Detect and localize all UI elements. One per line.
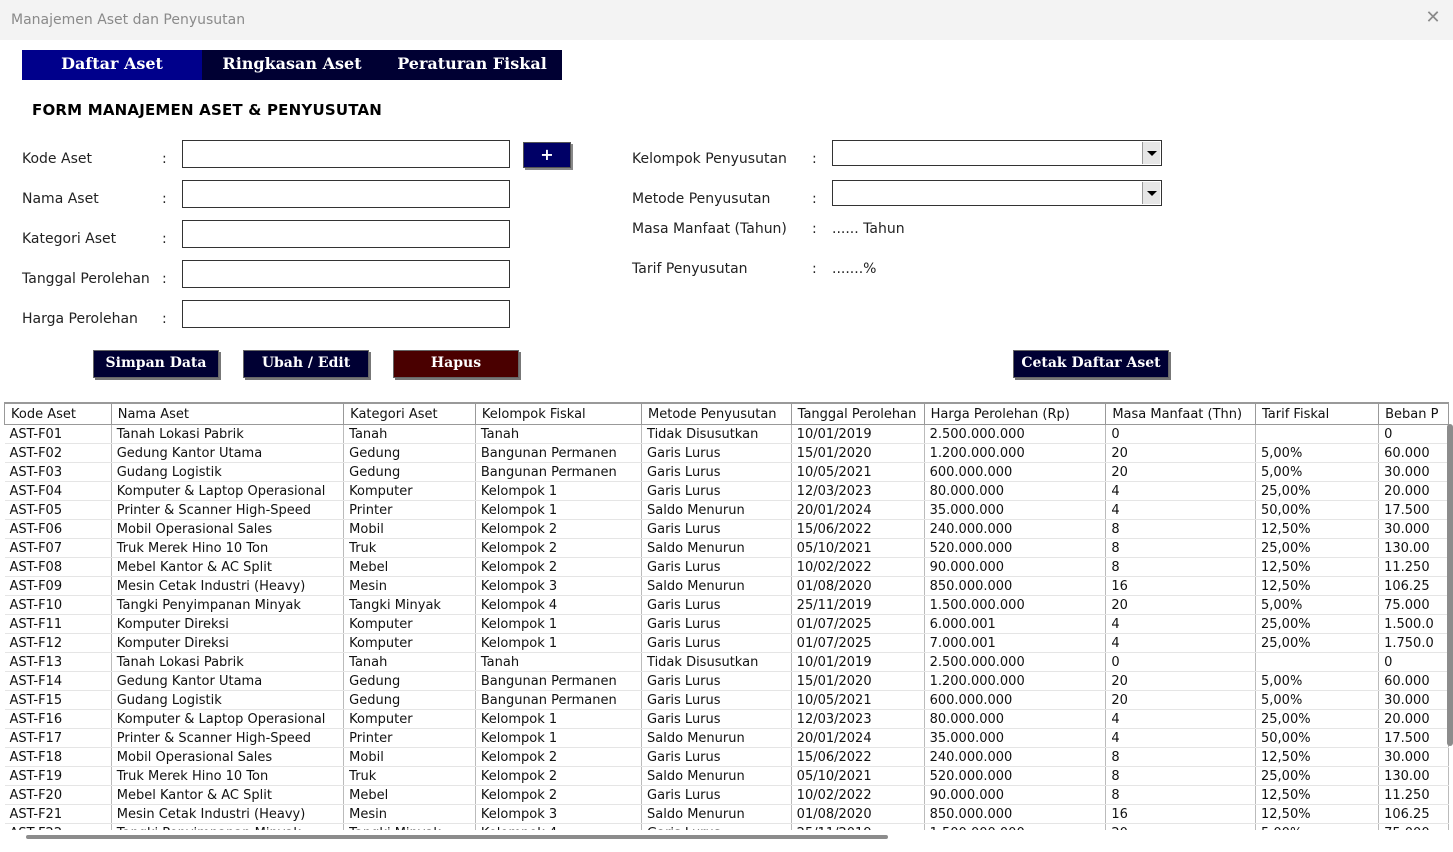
- ubah-edit-button[interactable]: Ubah / Edit: [243, 350, 369, 378]
- table-cell: Kelompok 1: [475, 634, 641, 653]
- table-row[interactable]: [5, 672, 1449, 691]
- table-cell: 1.200.000.000: [924, 444, 1106, 463]
- table-cell: 20: [1106, 596, 1256, 615]
- table-cell: 10/01/2019: [791, 425, 924, 444]
- hapus-button[interactable]: Hapus: [393, 350, 519, 378]
- kategori-aset-input[interactable]: [182, 220, 510, 248]
- colon: :: [812, 221, 817, 237]
- masa-manfaat-label: Masa Manfaat (Tahun): [632, 221, 787, 237]
- table-cell: 20.000: [1379, 482, 1449, 501]
- table-cell: AST-F16: [5, 710, 112, 729]
- table-cell: 12,50%: [1256, 558, 1379, 577]
- table-cell: 5,00%: [1256, 691, 1379, 710]
- table-cell: 12,50%: [1256, 577, 1379, 596]
- table-cell: Garis Lurus: [642, 748, 792, 767]
- table-body: [5, 425, 1449, 843]
- table-cell: 106.25: [1379, 805, 1449, 824]
- table-cell: AST-F21: [5, 805, 112, 824]
- table-cell: AST-F08: [5, 558, 112, 577]
- table-cell: 12/03/2023: [791, 482, 924, 501]
- table-cell: Bangunan Permanen: [475, 672, 641, 691]
- table-cell: Gudang Logistik: [111, 463, 343, 482]
- table-cell: Kelompok 1: [475, 710, 641, 729]
- table-cell: Garis Lurus: [642, 615, 792, 634]
- table-cell: Kelompok 1: [475, 482, 641, 501]
- column-header[interactable]: Nama Aset: [111, 404, 343, 425]
- harga-perolehan-input[interactable]: [182, 300, 510, 328]
- table-row[interactable]: [5, 577, 1449, 596]
- table-cell: Saldo Menurun: [642, 729, 792, 748]
- table-cell: Tanah Lokasi Pabrik: [111, 653, 343, 672]
- table-cell: Saldo Menurun: [642, 577, 792, 596]
- table-cell: 20: [1106, 463, 1256, 482]
- table-cell: Truk Merek Hino 10 Ton: [111, 767, 343, 786]
- table-cell: Mobil: [344, 748, 476, 767]
- kategori-aset-label: Kategori Aset: [22, 231, 117, 247]
- asset-table-grid: [4, 403, 1449, 843]
- table-cell: 15/06/2022: [791, 520, 924, 539]
- metode-penyusutan-select[interactable]: [832, 180, 1162, 206]
- tab-daftar-aset[interactable]: Daftar Aset: [22, 50, 202, 80]
- table-cell: Kelompok 3: [475, 577, 641, 596]
- table-cell: Garis Lurus: [642, 786, 792, 805]
- tanggal-perolehan-input[interactable]: [182, 260, 510, 288]
- table-cell: 8: [1106, 786, 1256, 805]
- table-cell: 01/08/2020: [791, 577, 924, 596]
- table-cell: Garis Lurus: [642, 520, 792, 539]
- table-cell: Gedung Kantor Utama: [111, 672, 343, 691]
- table-cell: 0: [1106, 425, 1256, 444]
- table-cell: AST-F06: [5, 520, 112, 539]
- table-cell: 5,00%: [1256, 596, 1379, 615]
- table-cell: 10/02/2022: [791, 558, 924, 577]
- table-cell: 12,50%: [1256, 520, 1379, 539]
- table-cell: 05/10/2021: [791, 539, 924, 558]
- kelompok-penyusutan-label: Kelompok Penyusutan: [632, 151, 787, 167]
- table-cell: Kelompok 2: [475, 558, 641, 577]
- colon: :: [162, 191, 167, 207]
- table-cell: [1256, 425, 1379, 444]
- table-cell: Garis Lurus: [642, 672, 792, 691]
- close-icon[interactable]: ✕: [1425, 7, 1441, 28]
- table-cell: AST-F15: [5, 691, 112, 710]
- table-row[interactable]: [5, 653, 1449, 672]
- table-row[interactable]: [5, 805, 1449, 824]
- table-cell: 20.000: [1379, 710, 1449, 729]
- column-header[interactable]: Kategori Aset: [344, 404, 476, 425]
- table-cell: 25,00%: [1256, 615, 1379, 634]
- chevron-down-icon[interactable]: [1142, 142, 1160, 164]
- table-cell: 520.000.000: [924, 539, 1106, 558]
- table-cell: Kelompok 3: [475, 805, 641, 824]
- table-cell: Bangunan Permanen: [475, 463, 641, 482]
- harga-perolehan-label: Harga Perolehan: [22, 311, 138, 327]
- table-cell: 8: [1106, 558, 1256, 577]
- tanggal-perolehan-label: Tanggal Perolehan: [22, 271, 150, 287]
- column-header[interactable]: Kelompok Fiskal: [475, 404, 641, 425]
- table-row[interactable]: [5, 767, 1449, 786]
- table-cell: Gedung: [344, 691, 476, 710]
- table-cell: 17.500: [1379, 729, 1449, 748]
- table-cell: 1.750.0: [1379, 634, 1449, 653]
- title-bar: [0, 0, 1453, 40]
- tarif-penyusutan-label: Tarif Penyusutan: [632, 261, 748, 277]
- table-cell: Gedung Kantor Utama: [111, 444, 343, 463]
- table-cell: 6.000.001: [924, 615, 1106, 634]
- table-cell: Komputer Direksi: [111, 615, 343, 634]
- table-cell: 4: [1106, 710, 1256, 729]
- table-cell: 4: [1106, 615, 1256, 634]
- table-cell: 25/11/2019: [791, 596, 924, 615]
- table-cell: Gedung: [344, 672, 476, 691]
- table-cell: 4: [1106, 634, 1256, 653]
- table-cell: Garis Lurus: [642, 482, 792, 501]
- table-cell: 0: [1379, 425, 1449, 444]
- table-cell: Printer & Scanner High-Speed: [111, 501, 343, 520]
- table-cell: 8: [1106, 520, 1256, 539]
- table-cell: 106.25: [1379, 577, 1449, 596]
- table-cell: Bangunan Permanen: [475, 691, 641, 710]
- kode-aset-label: Kode Aset: [22, 151, 92, 167]
- table-cell: Truk: [344, 539, 476, 558]
- colon: :: [812, 151, 817, 167]
- table-row[interactable]: [5, 634, 1449, 653]
- table-cell: 80.000.000: [924, 482, 1106, 501]
- table-cell: 50,00%: [1256, 729, 1379, 748]
- table-cell: 10/01/2019: [791, 653, 924, 672]
- colon: :: [162, 151, 167, 167]
- column-header[interactable]: Metode Penyusutan: [642, 404, 792, 425]
- table-cell: 50,00%: [1256, 501, 1379, 520]
- table-cell: 01/08/2020: [791, 805, 924, 824]
- tarif-penyusutan-value: .......%: [832, 261, 877, 277]
- vertical-scrollbar[interactable]: [1447, 424, 1453, 746]
- table-cell: Kelompok 4: [475, 596, 641, 615]
- table-cell: AST-F05: [5, 501, 112, 520]
- nama-aset-input[interactable]: [182, 180, 510, 208]
- table-cell: 90.000.000: [924, 558, 1106, 577]
- column-header[interactable]: Kode Aset: [5, 404, 112, 425]
- table-cell: 01/07/2025: [791, 615, 924, 634]
- table-cell: Mesin Cetak Industri (Heavy): [111, 577, 343, 596]
- table-cell: AST-F17: [5, 729, 112, 748]
- table-cell: Mebel: [344, 786, 476, 805]
- table-cell: Saldo Menurun: [642, 767, 792, 786]
- table-cell: AST-F10: [5, 596, 112, 615]
- masa-manfaat-value: ...... Tahun: [832, 221, 905, 237]
- table-cell: Tidak Disusutkan: [642, 425, 792, 444]
- table-cell: Gudang Logistik: [111, 691, 343, 710]
- table-cell: Tangki Minyak: [344, 596, 476, 615]
- table-header-row: [5, 404, 1449, 425]
- table-cell: 850.000.000: [924, 577, 1106, 596]
- table-cell: 11.250: [1379, 558, 1449, 577]
- table-cell: 60.000: [1379, 672, 1449, 691]
- table-cell: 0: [1379, 653, 1449, 672]
- table-cell: Tanah: [344, 425, 476, 444]
- table-cell: Garis Lurus: [642, 596, 792, 615]
- colon: :: [812, 191, 817, 207]
- table-cell: 4: [1106, 482, 1256, 501]
- table-cell: 20: [1106, 444, 1256, 463]
- table-cell: AST-F14: [5, 672, 112, 691]
- table-cell: 12,50%: [1256, 805, 1379, 824]
- table-cell: Mesin: [344, 805, 476, 824]
- column-header[interactable]: Tarif Fiskal: [1256, 404, 1379, 425]
- table-cell: 240.000.000: [924, 520, 1106, 539]
- table-cell: 25,00%: [1256, 710, 1379, 729]
- table-cell: Komputer: [344, 615, 476, 634]
- table-cell: Tanah: [475, 653, 641, 672]
- table-cell: Truk: [344, 767, 476, 786]
- table-cell: 0: [1106, 653, 1256, 672]
- table-cell: 16: [1106, 805, 1256, 824]
- asset-table[interactable]: [4, 402, 1449, 843]
- table-cell: 15/01/2020: [791, 444, 924, 463]
- table-cell: 75.000: [1379, 596, 1449, 615]
- table-row[interactable]: [5, 501, 1449, 520]
- table-cell: AST-F02: [5, 444, 112, 463]
- table-cell: [1256, 653, 1379, 672]
- table-cell: 8: [1106, 748, 1256, 767]
- table-cell: 15/01/2020: [791, 672, 924, 691]
- cetak-daftar-aset-button[interactable]: Cetak Daftar Aset: [1013, 350, 1169, 378]
- table-cell: Tanah Lokasi Pabrik: [111, 425, 343, 444]
- table-cell: AST-F04: [5, 482, 112, 501]
- table-cell: 20/01/2024: [791, 501, 924, 520]
- simpan-data-button[interactable]: Simpan Data: [93, 350, 219, 378]
- table-cell: 30.000: [1379, 748, 1449, 767]
- table-cell: AST-F11: [5, 615, 112, 634]
- table-cell: Garis Lurus: [642, 558, 792, 577]
- table-cell: 10/05/2021: [791, 463, 924, 482]
- table-cell: 01/07/2025: [791, 634, 924, 653]
- metode-penyusutan-label: Metode Penyusutan: [632, 191, 771, 207]
- table-cell: Kelompok 2: [475, 786, 641, 805]
- table-cell: Printer & Scanner High-Speed: [111, 729, 343, 748]
- table-cell: Mebel Kantor & AC Split: [111, 558, 343, 577]
- table-cell: AST-F18: [5, 748, 112, 767]
- colon: :: [812, 261, 817, 277]
- column-header[interactable]: Tanggal Perolehan: [791, 404, 924, 425]
- table-cell: 600.000.000: [924, 691, 1106, 710]
- table-cell: 12/03/2023: [791, 710, 924, 729]
- table-cell: 8: [1106, 767, 1256, 786]
- table-cell: 10/02/2022: [791, 786, 924, 805]
- table-cell: 25,00%: [1256, 767, 1379, 786]
- table-cell: Komputer & Laptop Operasional: [111, 710, 343, 729]
- tab-peraturan-fiskal[interactable]: Peraturan Fiskal: [382, 50, 562, 80]
- table-cell: 1.200.000.000: [924, 672, 1106, 691]
- table-row[interactable]: [5, 463, 1449, 482]
- table-cell: Komputer: [344, 710, 476, 729]
- table-cell: Gedung: [344, 444, 476, 463]
- table-row[interactable]: [5, 558, 1449, 577]
- table-cell: AST-F13: [5, 653, 112, 672]
- table-cell: 15/06/2022: [791, 748, 924, 767]
- column-header[interactable]: Beban P: [1379, 404, 1449, 425]
- table-cell: Komputer & Laptop Operasional: [111, 482, 343, 501]
- table-cell: Tanah: [344, 653, 476, 672]
- table-cell: 5,00%: [1256, 672, 1379, 691]
- table-row[interactable]: [5, 710, 1449, 729]
- table-cell: 80.000.000: [924, 710, 1106, 729]
- table-cell: 05/10/2021: [791, 767, 924, 786]
- column-header[interactable]: Masa Manfaat (Thn): [1106, 404, 1256, 425]
- add-kode-button[interactable]: +: [523, 142, 571, 168]
- table-cell: Saldo Menurun: [642, 501, 792, 520]
- table-cell: 8: [1106, 539, 1256, 558]
- table-cell: 10/05/2021: [791, 691, 924, 710]
- table-cell: 90.000.000: [924, 786, 1106, 805]
- table-cell: 1.500.000.000: [924, 596, 1106, 615]
- table-cell: 25,00%: [1256, 539, 1379, 558]
- table-cell: 600.000.000: [924, 463, 1106, 482]
- table-row[interactable]: [5, 596, 1449, 615]
- table-cell: Mobil Operasional Sales: [111, 520, 343, 539]
- table-row[interactable]: [5, 444, 1449, 463]
- window-title: Manajemen Aset dan Penyusutan: [11, 12, 246, 28]
- table-cell: Kelompok 1: [475, 501, 641, 520]
- table-cell: Mobil: [344, 520, 476, 539]
- table-cell: 130.00: [1379, 767, 1449, 786]
- table-row[interactable]: [5, 425, 1449, 444]
- table-cell: AST-F09: [5, 577, 112, 596]
- table-cell: 130.00: [1379, 539, 1449, 558]
- table-cell: 20: [1106, 691, 1256, 710]
- table-row[interactable]: [5, 729, 1449, 748]
- table-cell: Garis Lurus: [642, 634, 792, 653]
- table-cell: 20/01/2024: [791, 729, 924, 748]
- table-cell: 1.500.0: [1379, 615, 1449, 634]
- table-cell: Mobil Operasional Sales: [111, 748, 343, 767]
- table-cell: 5,00%: [1256, 463, 1379, 482]
- chevron-down-icon[interactable]: [1142, 182, 1160, 204]
- table-cell: Tidak Disusutkan: [642, 653, 792, 672]
- table-row[interactable]: [5, 520, 1449, 539]
- kelompok-penyusutan-select[interactable]: [832, 140, 1162, 166]
- table-cell: 30.000: [1379, 520, 1449, 539]
- table-cell: 25,00%: [1256, 634, 1379, 653]
- table-cell: AST-F07: [5, 539, 112, 558]
- table-cell: AST-F03: [5, 463, 112, 482]
- table-cell: AST-F12: [5, 634, 112, 653]
- table-cell: 240.000.000: [924, 748, 1106, 767]
- table-cell: Kelompok 2: [475, 767, 641, 786]
- table-cell: Mebel Kantor & AC Split: [111, 786, 343, 805]
- table-cell: Komputer: [344, 482, 476, 501]
- table-cell: Garis Lurus: [642, 463, 792, 482]
- table-cell: 4: [1106, 501, 1256, 520]
- form-title: FORM MANAJEMEN ASET & PENYUSUTAN: [32, 101, 383, 119]
- table-cell: Mesin: [344, 577, 476, 596]
- table-cell: Gedung: [344, 463, 476, 482]
- table-cell: Kelompok 1: [475, 729, 641, 748]
- table-cell: Truk Merek Hino 10 Ton: [111, 539, 343, 558]
- table-row[interactable]: [5, 748, 1449, 767]
- table-cell: 20: [1106, 672, 1256, 691]
- table-cell: Mebel: [344, 558, 476, 577]
- table-cell: 60.000: [1379, 444, 1449, 463]
- tab-ringkasan-aset[interactable]: Ringkasan Aset: [202, 50, 382, 80]
- table-cell: Kelompok 2: [475, 539, 641, 558]
- table-cell: 2.500.000.000: [924, 653, 1106, 672]
- table-row[interactable]: [5, 615, 1449, 634]
- table-cell: 12,50%: [1256, 748, 1379, 767]
- table-cell: 520.000.000: [924, 767, 1106, 786]
- table-cell: AST-F20: [5, 786, 112, 805]
- table-cell: Saldo Menurun: [642, 539, 792, 558]
- table-cell: 25,00%: [1256, 482, 1379, 501]
- table-row[interactable]: [5, 539, 1449, 558]
- table-cell: 5,00%: [1256, 444, 1379, 463]
- colon: :: [162, 231, 167, 247]
- table-cell: 12,50%: [1256, 786, 1379, 805]
- table-row[interactable]: [5, 691, 1449, 710]
- table-cell: 16: [1106, 577, 1256, 596]
- kode-aset-input[interactable]: [182, 140, 510, 168]
- table-cell: Kelompok 2: [475, 520, 641, 539]
- table-cell: Printer: [344, 729, 476, 748]
- table-cell: AST-F19: [5, 767, 112, 786]
- table-cell: Mesin Cetak Industri (Heavy): [111, 805, 343, 824]
- table-cell: Garis Lurus: [642, 444, 792, 463]
- table-cell: Bangunan Permanen: [475, 444, 641, 463]
- table-cell: 850.000.000: [924, 805, 1106, 824]
- horizontal-scrollbar[interactable]: [26, 835, 888, 839]
- table-cell: Printer: [344, 501, 476, 520]
- nama-aset-label: Nama Aset: [22, 191, 99, 207]
- table-cell: Garis Lurus: [642, 710, 792, 729]
- table-row[interactable]: [5, 786, 1449, 805]
- colon: :: [162, 271, 167, 287]
- table-cell: 30.000: [1379, 463, 1449, 482]
- table-cell: Saldo Menurun: [642, 805, 792, 824]
- table-cell: Kelompok 2: [475, 748, 641, 767]
- table-cell: 35.000.000: [924, 501, 1106, 520]
- table-cell: Kelompok 1: [475, 615, 641, 634]
- table-cell: Tanah: [475, 425, 641, 444]
- table-cell: 17.500: [1379, 501, 1449, 520]
- table-cell: Tangki Penyimpanan Minyak: [111, 596, 343, 615]
- table-cell: 7.000.001: [924, 634, 1106, 653]
- table-cell: 2.500.000.000: [924, 425, 1106, 444]
- colon: :: [162, 311, 167, 327]
- table-cell: Komputer Direksi: [111, 634, 343, 653]
- table-cell: AST-F01: [5, 425, 112, 444]
- table-cell: 4: [1106, 729, 1256, 748]
- table-cell: 11.250: [1379, 786, 1449, 805]
- table-cell: Garis Lurus: [642, 691, 792, 710]
- table-cell: 30.000: [1379, 691, 1449, 710]
- tab-bar: [22, 50, 562, 80]
- table-cell: 35.000.000: [924, 729, 1106, 748]
- table-row[interactable]: [5, 482, 1449, 501]
- column-header[interactable]: Harga Perolehan (Rp): [924, 404, 1106, 425]
- table-cell: Komputer: [344, 634, 476, 653]
